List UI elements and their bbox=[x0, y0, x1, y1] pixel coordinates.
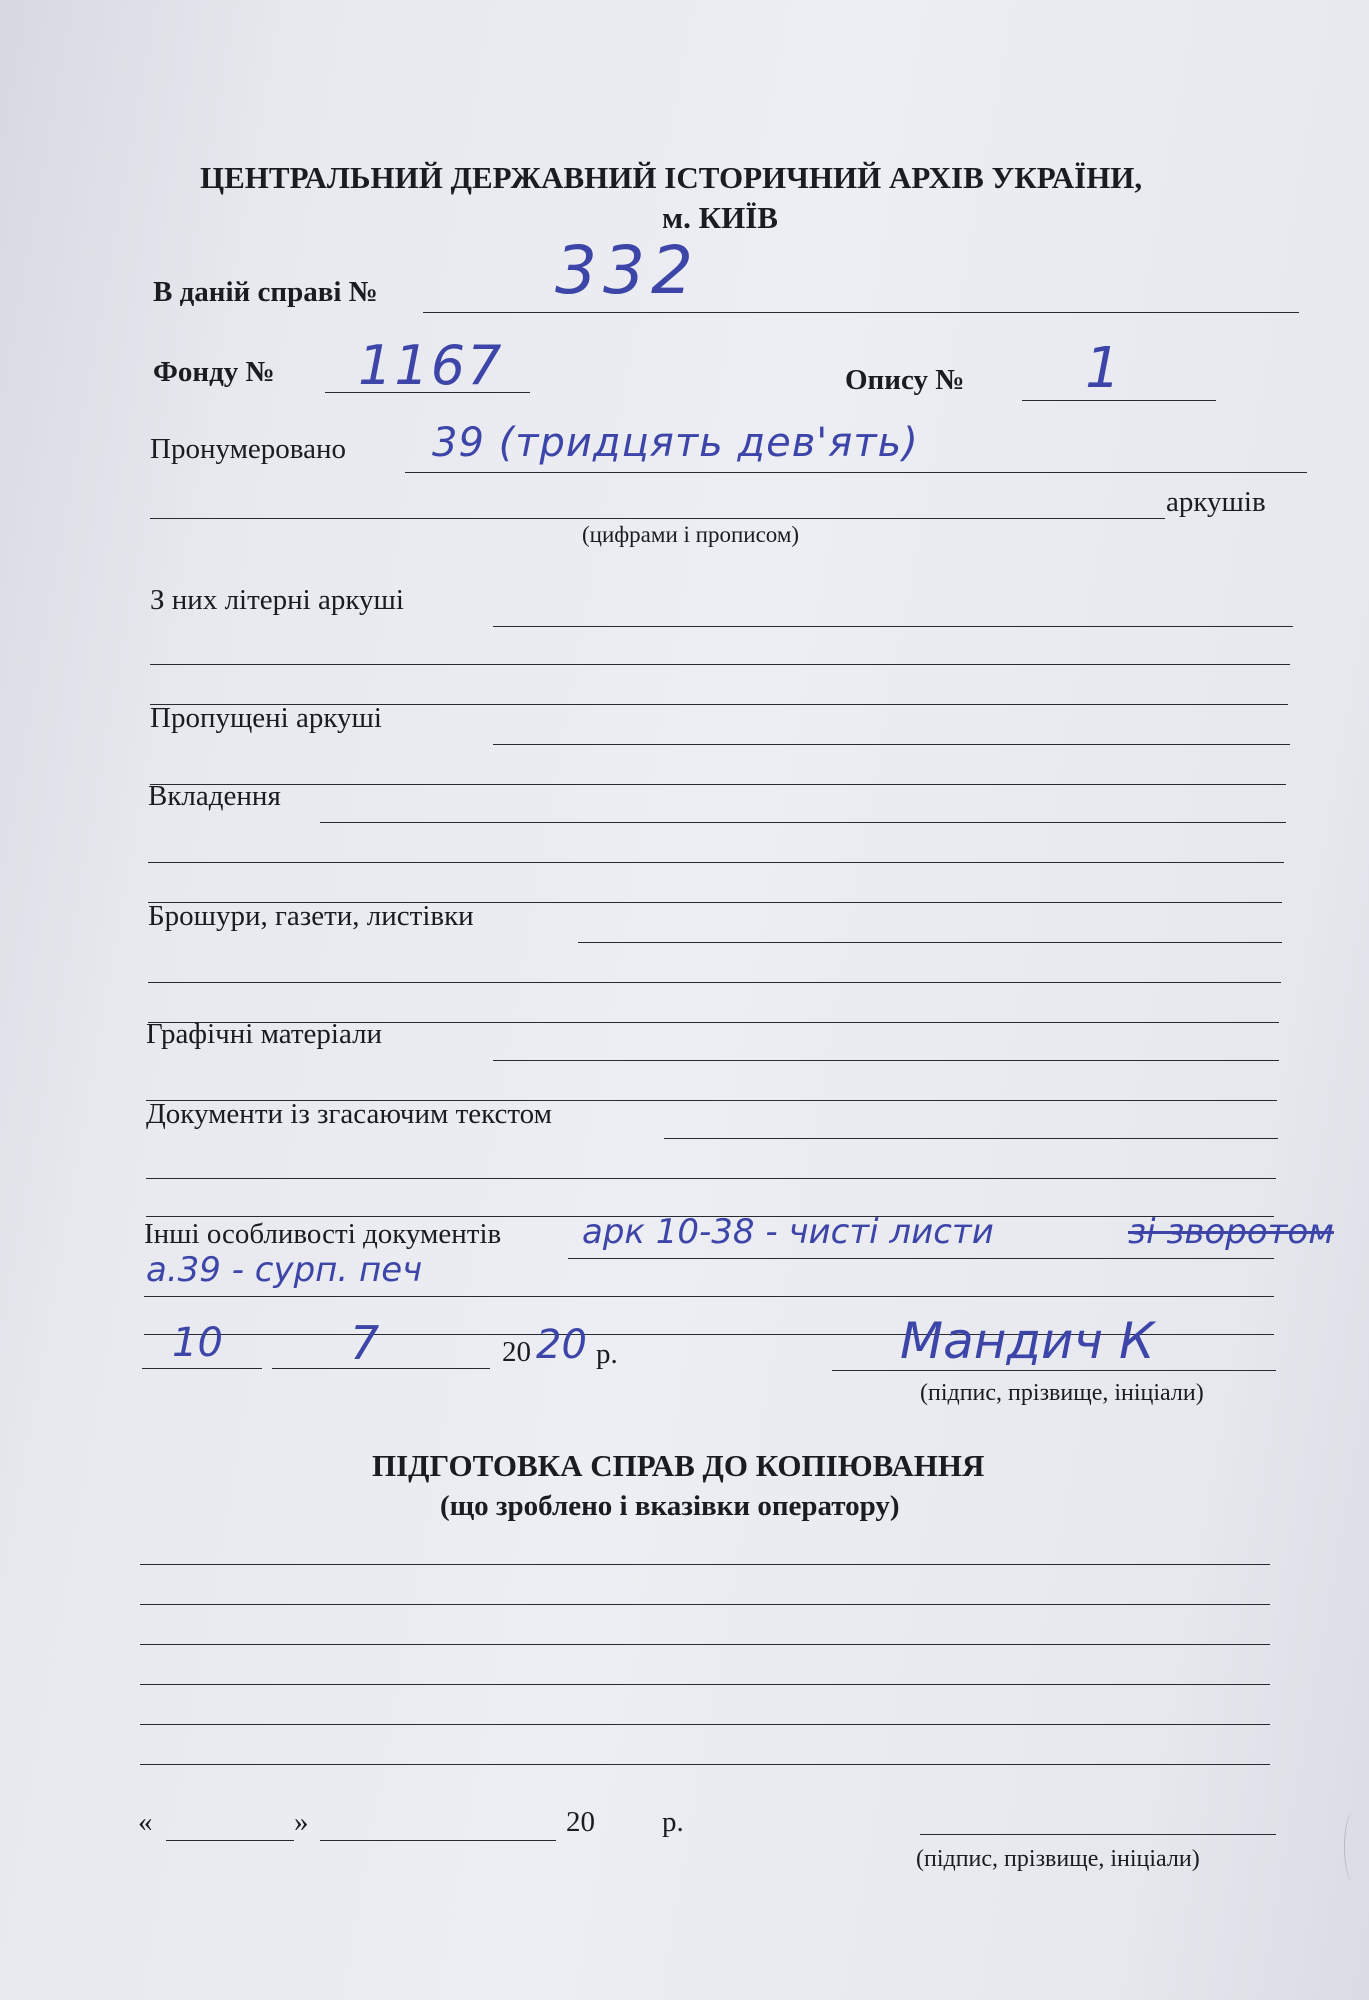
other-line-1 bbox=[568, 1258, 1274, 1259]
numbered-suffix: аркушів bbox=[1166, 486, 1266, 518]
other-line-2 bbox=[144, 1296, 1274, 1297]
letter-sheets-label: З них літерні аркуші bbox=[150, 584, 404, 616]
prep-line-6 bbox=[140, 1764, 1270, 1765]
numbered-line-2 bbox=[150, 518, 1165, 519]
numbered-value: 39 (тридцять дев'ять) bbox=[432, 420, 919, 466]
archive-title: ЦЕНТРАЛЬНИЙ ДЕРЖАВНИЙ ІСТОРИЧНИЙ АРХІВ УКРАЇНИ, bbox=[200, 160, 1143, 195]
fading-line-1 bbox=[664, 1138, 1278, 1139]
footer-close-quote: » bbox=[294, 1806, 309, 1838]
signature-hint: (підпис, прізвище, ініціали) bbox=[920, 1380, 1204, 1406]
case-label: В даній справі № bbox=[153, 276, 378, 308]
prep-line-1 bbox=[140, 1564, 1270, 1565]
brochures-line-2 bbox=[148, 982, 1281, 983]
footer-signature-line bbox=[920, 1834, 1276, 1835]
graphics-line-1 bbox=[493, 1060, 1279, 1061]
page-edge-mark bbox=[1344, 1812, 1363, 1882]
prep-line-4 bbox=[140, 1684, 1270, 1685]
fond-value: 1167 bbox=[358, 334, 504, 397]
letter-sheets-line-1 bbox=[493, 626, 1293, 627]
attachments-line-1 bbox=[320, 822, 1286, 823]
month-line bbox=[272, 1368, 490, 1369]
graphics-label: Графічні матеріали bbox=[146, 1018, 383, 1050]
case-line bbox=[423, 312, 1299, 313]
signature-value: Мандич К bbox=[900, 1312, 1155, 1370]
footer-year-prefix: 20 bbox=[566, 1806, 595, 1838]
missing-sheets-line-2 bbox=[150, 784, 1286, 785]
brochures-label: Брошури, газети, листівки bbox=[148, 900, 474, 932]
letter-sheets-line-2 bbox=[150, 664, 1290, 665]
archive-city: м. КИЇВ bbox=[662, 200, 778, 235]
prep-subtitle: (що зроблено і вказівки оператору) bbox=[440, 1490, 900, 1522]
prep-line-2 bbox=[140, 1604, 1270, 1605]
day-line bbox=[142, 1368, 262, 1369]
year-prefix: 20 bbox=[502, 1336, 531, 1368]
footer-open-quote: « bbox=[138, 1806, 153, 1838]
numbered-hint: (цифрами і прописом) bbox=[582, 522, 800, 547]
prep-line-5 bbox=[140, 1724, 1270, 1725]
opys-label: Опису № bbox=[845, 364, 965, 396]
attachments-label: Вкладення bbox=[148, 780, 281, 812]
footer-month-line bbox=[320, 1840, 556, 1841]
prep-line-3 bbox=[140, 1644, 1270, 1645]
attachments-line-2 bbox=[148, 862, 1284, 863]
prep-title: ПІДГОТОВКА СПРАВ ДО КОПІЮВАННЯ bbox=[372, 1448, 985, 1483]
opys-value: 1 bbox=[1085, 336, 1121, 401]
other-notes-line2: а.39 - сурп. печ bbox=[146, 1250, 423, 1290]
brochures-line-1 bbox=[578, 942, 1282, 943]
year-hand: 20 bbox=[536, 1322, 587, 1368]
year-suffix: р. bbox=[596, 1338, 618, 1370]
missing-sheets-line-1 bbox=[493, 744, 1290, 745]
case-value: 332 bbox=[555, 232, 699, 309]
footer-signature-hint: (підпис, прізвище, ініціали) bbox=[916, 1846, 1200, 1872]
signature-line bbox=[832, 1370, 1276, 1371]
footer-day-line bbox=[166, 1840, 294, 1841]
numbered-line-1 bbox=[405, 472, 1307, 473]
other-notes-line1: арк 10-38 - чисті листи bbox=[582, 1212, 994, 1252]
fond-label: Фонду № bbox=[153, 356, 275, 388]
fading-label: Документи із згасаючим текстом bbox=[146, 1098, 552, 1130]
other-label: Інші особливості документів bbox=[144, 1218, 502, 1250]
day-value: 10 bbox=[172, 1320, 223, 1366]
month-value: 7 bbox=[350, 1316, 380, 1370]
footer-year-suffix: р. bbox=[662, 1806, 684, 1838]
numbered-label: Пронумеровано bbox=[150, 433, 347, 465]
other-notes-struck: зі зворотом bbox=[1128, 1212, 1334, 1252]
missing-sheets-label: Пропущені аркуші bbox=[150, 702, 382, 734]
fading-line-2 bbox=[146, 1178, 1276, 1179]
